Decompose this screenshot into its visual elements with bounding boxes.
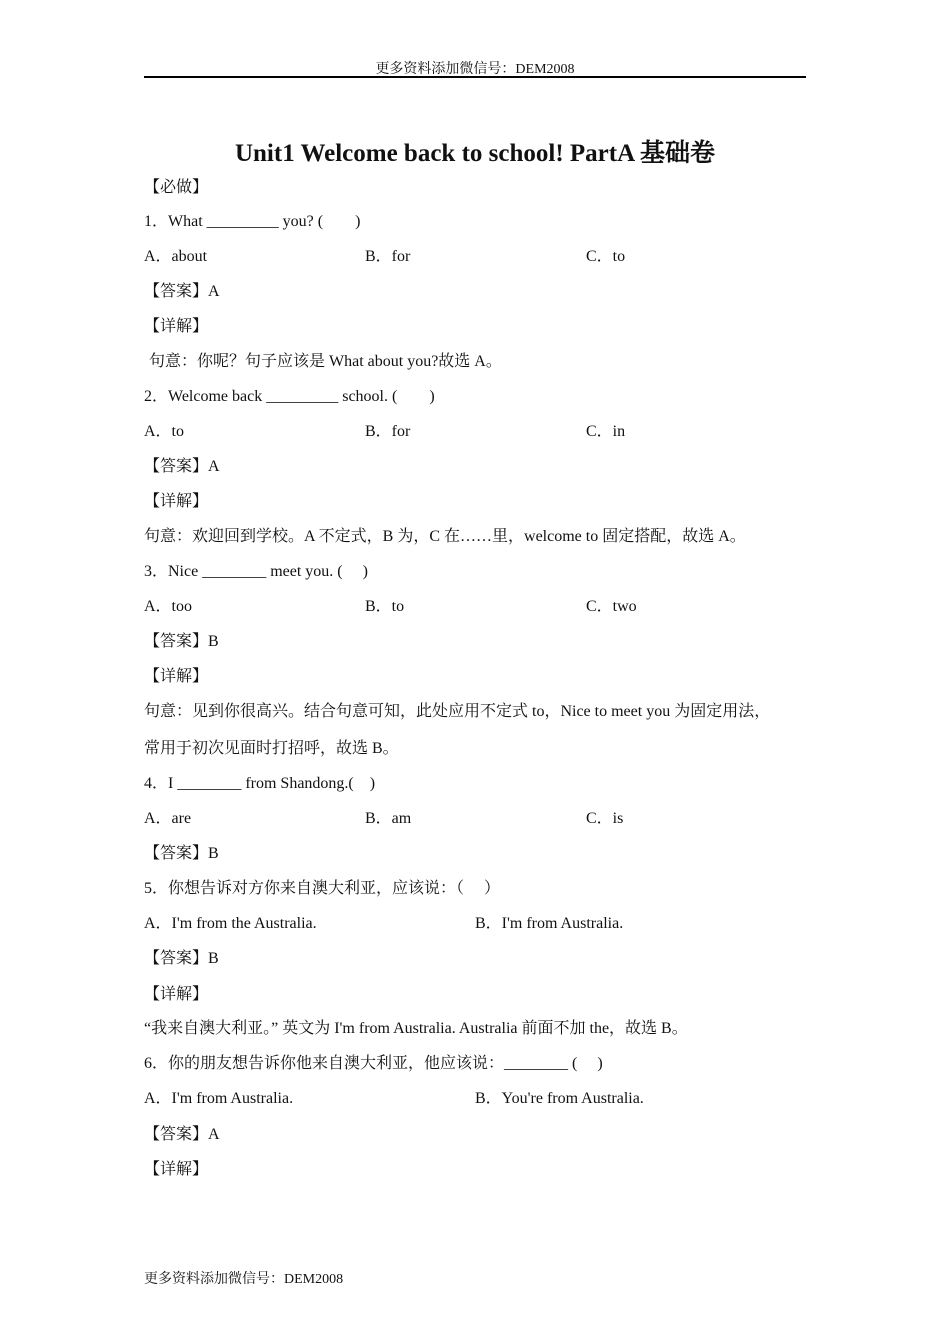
q3-option-c: C．two [586, 598, 637, 615]
q5-explanation: “我来自澳大利亚。” 英文为 I'm from Australia. Australia 前面不加 the，故选 B。 [144, 1020, 688, 1037]
q6-answer: 【答案】A [144, 1126, 220, 1143]
question-5-stem: 5．你想告诉对方你来自澳大利亚，应该说：（ ） [144, 880, 501, 897]
q6-explain-tag: 【详解】 [144, 1161, 209, 1178]
q4-option-b: B．am [365, 810, 412, 827]
page-header: 更多资料添加微信号：DEM2008 [375, 62, 575, 77]
q1-explain-tag: 【详解】 [144, 318, 209, 335]
q4-answer: 【答案】B [144, 845, 219, 862]
required-tag: 【必做】 [144, 179, 209, 196]
q2-explanation: 句意：欢迎回到学校。A 不定式，B 为，C 在……里，welcome to 固定搭配，故选 A。 [144, 528, 746, 545]
question-2-stem: 2．Welcome back _________ school. ( ) [144, 388, 435, 405]
q5-answer: 【答案】B [144, 950, 219, 967]
q3-answer: 【答案】B [144, 633, 219, 650]
q5-explain-tag: 【详解】 [144, 986, 209, 1003]
q1-option-b: B．for [365, 248, 411, 265]
q3-option-b: B．to [365, 598, 405, 615]
document-title: Unit1 Welcome back to school! PartA 基础卷 [234, 140, 716, 167]
q1-answer: 【答案】A [144, 283, 220, 300]
q3-explanation-line-1: 句意：见到你很高兴。结合句意可知，此处应用不定式 to，Nice to meet you 为固定用法， [144, 703, 771, 720]
question-4-stem: 4．I ________ from Shandong.( ) [144, 775, 376, 792]
page-footer: 更多资料添加微信号：DEM2008 [144, 1272, 344, 1287]
question-6-stem: 6．你的朋友想告诉你他来自澳大利亚，他应该说：________ ( ) [144, 1055, 603, 1072]
q6-option-b: B．You're from Australia. [475, 1090, 644, 1107]
q2-explain-tag: 【详解】 [144, 493, 209, 510]
q2-option-c: C．in [586, 423, 626, 440]
question-1-stem: 1．What _________ you? ( ) [144, 213, 361, 230]
q1-option-c: C．to [586, 248, 626, 265]
header-divider [144, 76, 806, 78]
q4-option-c: C．is [586, 810, 624, 827]
q1-option-a: A．about [144, 248, 208, 265]
q3-option-a: A．too [144, 598, 193, 615]
q5-option-a: A．I'm from the Australia. [144, 915, 317, 932]
q5-option-b: B．I'm from Australia. [475, 915, 624, 932]
q4-option-a: A．are [144, 810, 192, 827]
q6-option-a: A．I'm from Australia. [144, 1090, 294, 1107]
question-3-stem: 3．Nice ________ meet you. ( ) [144, 563, 368, 580]
q3-explain-tag: 【详解】 [144, 668, 209, 685]
q2-option-a: A．to [144, 423, 185, 440]
q2-answer: 【答案】A [144, 458, 220, 475]
q3-explanation-line-2: 常用于初次见面时打招呼，故选 B。 [144, 740, 399, 757]
q1-explanation: 句意：你呢？句子应该是 What about you?故选 A。 [149, 353, 502, 370]
q2-option-b: B．for [365, 423, 411, 440]
